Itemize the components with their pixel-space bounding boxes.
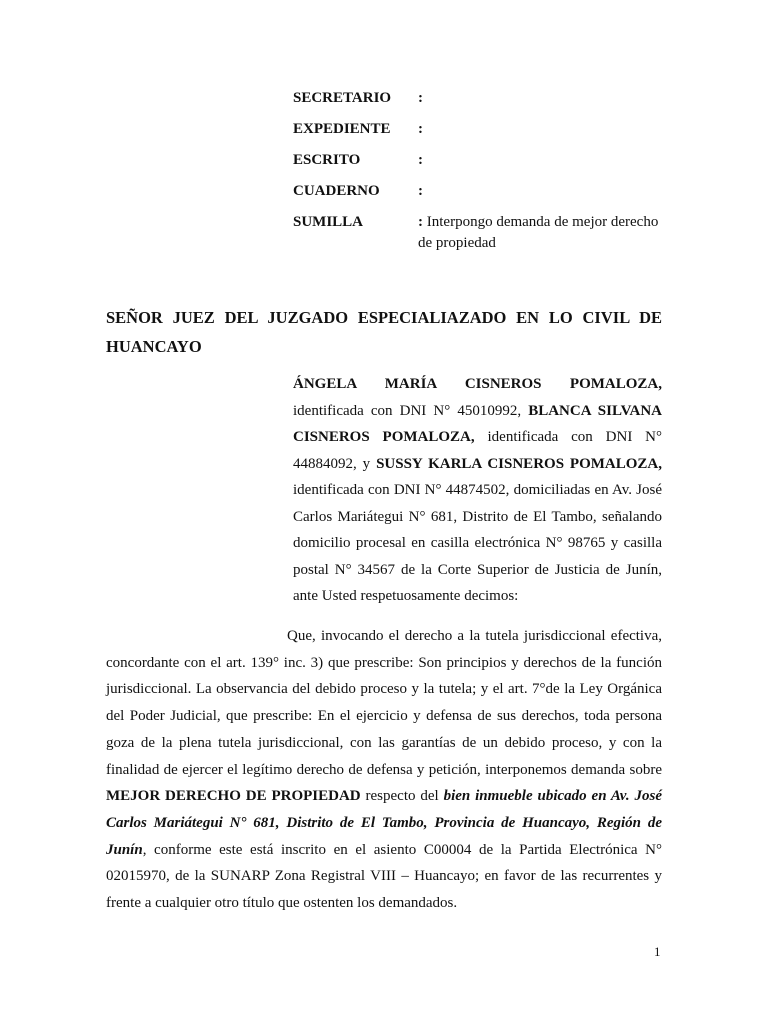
header-row-sumilla	[293, 214, 665, 251]
sumilla-value	[418, 212, 663, 254]
party-id: identificada con DNI N° 45010992,	[293, 402, 529, 419]
sumilla-text: Interpongo demanda de mejor derecho de propiedad	[418, 214, 659, 251]
party-id: identificada con DNI N° 44884092, y	[293, 429, 662, 472]
case-header	[293, 90, 665, 251]
claim-text: respecto del	[360, 788, 444, 805]
header-label: EXPEDIENTE	[293, 121, 391, 137]
header-colon: :	[418, 90, 423, 106]
header-colon: :	[418, 214, 423, 230]
header-label: ESCRITO	[293, 152, 361, 168]
claim-paragraph	[106, 623, 662, 917]
header-label: CUADERNO	[293, 183, 380, 199]
header-row-secretario	[293, 90, 665, 121]
parties-paragraph	[293, 371, 662, 610]
header-row-cuaderno	[293, 183, 665, 214]
party-name: BLANCA SILVANA CISNEROS POMALOZA,	[293, 402, 663, 445]
party-name: ÁNGELA MARÍA CISNEROS POMALOZA,	[293, 376, 662, 392]
page-number: 1	[654, 944, 661, 959]
header-colon: :	[418, 152, 423, 168]
claim-type: MEJOR DERECHO DE PROPIEDAD	[106, 788, 361, 805]
addressee-heading: SEÑOR JUEZ DEL JUZGADO ESPECIALIAZADO EN LO CIVIL DE HUANCAYO	[106, 308, 662, 356]
property-description: bien inmueble ubicado en Av. José Carlos Mariátegui N° 681, Distrito de El Tambo, Provincia de Huancayo, Región de Junín	[106, 788, 662, 858]
header-label: SUMILLA	[293, 214, 364, 230]
header-colon: :	[418, 121, 423, 137]
header-colon: :	[418, 183, 423, 199]
claim-text: , conforme este está inscrito en el asiento C00004 de la Partida Electrónica N° 02015970, de la SUNARP Zona Registral VIII – Huancayo; en favor de las recurrentes y frente a cualquier otro título que ostenten los demandados.	[106, 841, 662, 912]
header-row-escrito	[293, 152, 665, 183]
parties-details: identificada con DNI N° 44874502, domiciliadas en Av. José Carlos Mariátegui N° 681, Distrito de El Tambo, señalando domicilio procesal en casilla electrónica N° 98765 y casilla postal N° 34567 de la Corte Superior de Justicia de Junín, ante Usted respetuosamente decimos:	[293, 482, 662, 604]
claim-text: Que, invocando el derecho a la tutela jurisdiccional efectiva, concordante con el art. 139° inc. 3) que prescribe: Son principios y derechos de la función jurisdiccional. La observancia del debido proceso y la tutela; y el art. 7°de la Ley Orgánica del Poder Judicial, que prescribe: En el ejercicio y defensa de sus derechos, toda persona goza de la plena tutela jurisdiccional, con las garantías de un debido proceso, y con la finalidad de ejercer el legítimo derecho de defensa y petición, interponemos demanda sobre	[106, 628, 662, 778]
party-name: SUSSY KARLA CISNEROS POMALOZA,	[376, 455, 663, 472]
header-label: SECRETARIO	[293, 90, 392, 106]
header-row-expediente	[293, 121, 665, 152]
